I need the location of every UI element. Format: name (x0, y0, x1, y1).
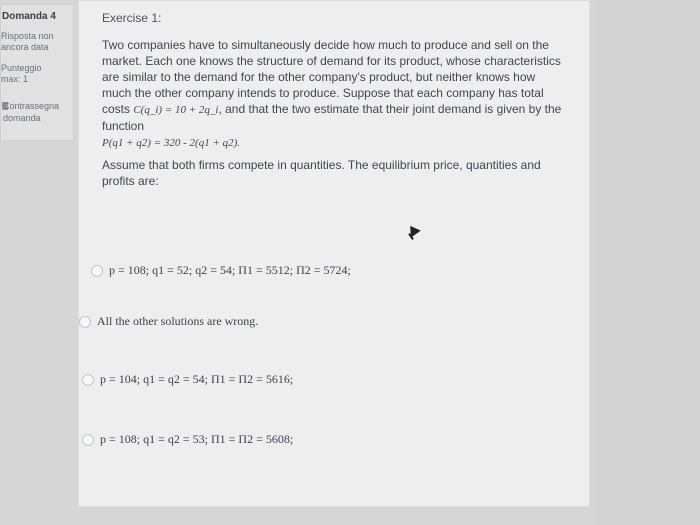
statement-part-2: , and that the two estimate that their joint demand is given by the function (102, 102, 562, 133)
question-info-panel (0, 4, 74, 141)
exercise-title: Exercise 1: (102, 11, 162, 25)
radio-button[interactable] (82, 434, 94, 446)
flag-question-line-2[interactable]: domanda (3, 113, 41, 123)
answer-option-2-label: All the other solutions are wrong. (97, 314, 259, 328)
radio-button[interactable] (79, 316, 91, 328)
answer-option-4[interactable] (82, 432, 293, 447)
answer-option-3[interactable] (82, 372, 293, 387)
answer-option-2[interactable] (79, 314, 258, 329)
cost-formula: C(q_i) = 10 + 2q_i (133, 104, 219, 116)
flag-question-line-1[interactable]: Contrassegna (3, 101, 60, 111)
demand-formula: P(q1 + q2) = 320 - 2(q1 + q2). (102, 137, 241, 149)
answer-option-1[interactable] (91, 263, 351, 278)
question-card (78, 0, 590, 507)
statement-part-1: Two companies have to simultaneously decide how much to produce and sell on the market. Each one knows the structure of demand for its product, whose characteristics are similar to the demand for the other company's product, but neither knows how much the other company intends to produce. Suppose that each company has total costs (102, 38, 561, 116)
radio-button[interactable] (91, 265, 103, 277)
question-content (102, 11, 562, 189)
status-line-1: Risposta non (1, 31, 54, 41)
answer-option-4-label: p = 108; q1 = q2 = 53; Π1 = Π2 = 5608; (100, 432, 294, 446)
right-background-panel (596, 0, 700, 525)
score-line-1: Punteggio (1, 63, 42, 73)
exercise-statement (102, 37, 562, 151)
question-text: Assume that both firms compete in quantities. The equilibrium price, quantities and profits are: (102, 158, 541, 188)
status-line-2: ancora data (1, 42, 49, 52)
answer-option-3-label: p = 104; q1 = q2 = 54; Π1 = Π2 = 5616; (100, 372, 294, 386)
question-number: Domanda 4 (2, 11, 56, 22)
radio-button[interactable] (82, 374, 94, 386)
answer-option-1-label: p = 108; q1 = 52; q2 = 54; Π1 = 5512; Π2 = 5724; (109, 263, 351, 277)
score-line-2: max: 1 (1, 74, 29, 84)
